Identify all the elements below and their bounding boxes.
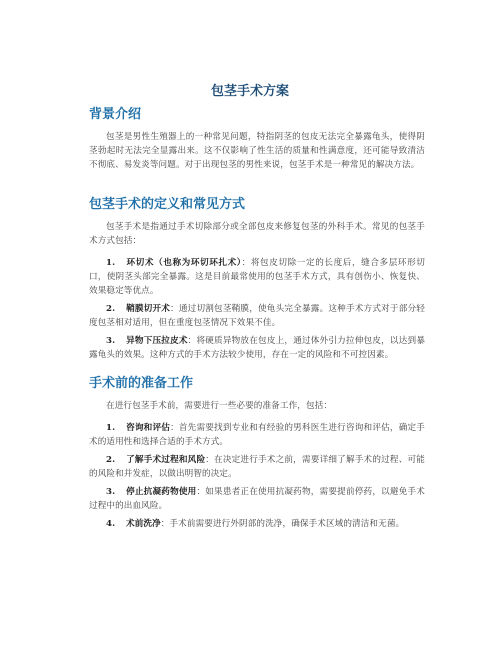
list-text: ：将包皮切除一定的长度后，缝合多层环形切口，使阴茎头部完全暴露。这是目前最常使用的包茎手术方式，具有创伤小、恢复快、效果稳定等优点。 bbox=[89, 258, 425, 296]
section-heading: 背景介绍 bbox=[89, 107, 142, 122]
document-title: 包茎手术方案 bbox=[210, 84, 289, 99]
list-number: 4. bbox=[106, 519, 116, 529]
section-preparation bbox=[89, 375, 425, 531]
list-item bbox=[89, 517, 425, 531]
list-number: 2. bbox=[106, 455, 116, 465]
list-item bbox=[89, 453, 425, 481]
list-term: 了解手术过程和风险 bbox=[126, 455, 206, 465]
list-number: 3. bbox=[106, 487, 116, 497]
list-text: ：首先需要找到专业和有经验的男科医生进行咨询和评估，确定手术的适用性和选择合适的手术方式。 bbox=[89, 423, 425, 447]
list-item bbox=[89, 485, 425, 513]
section-definition bbox=[89, 196, 425, 362]
list-text: ：如果患者正在使用抗凝药物，需要提前停药，以避免手术过程中的出血风险。 bbox=[89, 487, 425, 511]
list-item bbox=[89, 334, 425, 362]
section-background bbox=[89, 106, 425, 172]
list-term: 咨询和评估 bbox=[126, 423, 171, 433]
list-text: ：通过切割包茎鞘膜，使龟头完全暴露。这种手术方式对于部分轻度包茎相对适用，但在重度包茎情况下效果不佳。 bbox=[89, 304, 425, 328]
list-number: 2. bbox=[106, 304, 116, 314]
section-heading: 包茎手术的定义和常见方式 bbox=[89, 197, 246, 212]
section-heading: 手术前的准备工作 bbox=[89, 376, 194, 391]
list-text: ：手术前需要进行外阴部的洗净，确保手术区域的清洁和无菌。 bbox=[160, 519, 405, 529]
list-number: 1. bbox=[106, 423, 116, 433]
list-text: ：将硬质异物放在包皮上，通过体外引力拉伸包皮，以达到暴露龟头的效果。这种方式的手术方法较少使用，存在一定的风险和不可控因素。 bbox=[89, 336, 426, 360]
section-paragraph: 在进行包茎手术前，需要进行一些必要的准备工作，包括： bbox=[106, 401, 333, 411]
list-number: 1. bbox=[106, 258, 116, 268]
list-term: 鞘膜切开术 bbox=[126, 304, 171, 314]
list-term: 环切术（也称为环切环扎术） bbox=[126, 258, 242, 268]
list-item bbox=[89, 421, 425, 449]
list-term: 停止抗凝药物使用 bbox=[126, 487, 197, 497]
list-item bbox=[89, 256, 425, 298]
list-number: 3. bbox=[106, 336, 116, 346]
list-term: 术前洗净 bbox=[126, 519, 161, 529]
list-text: ：在决定进行手术之前，需要详细了解手术的过程、可能的风险和并发症，以做出明智的决定。 bbox=[89, 455, 425, 479]
section-paragraph: 包茎是男性生殖器上的一种常见问题，特指阴茎的包皮无法完全暴露龟头，使得阴茎勃起时无法完全显露出来。这不仅影响了性生活的质量和性满意度，还可能导致清洁不彻底、易发炎等问题。对于出现包茎的男性来说，包茎手术是一种常见的解决方法。 bbox=[89, 132, 425, 170]
section-paragraph: 包茎手术是指通过手术切除部分或全部包皮来修复包茎的外科手术。常见的包茎手术方式包括： bbox=[89, 222, 425, 246]
list-item bbox=[89, 302, 425, 330]
list-term: 异物下压拉皮术 bbox=[126, 336, 188, 346]
